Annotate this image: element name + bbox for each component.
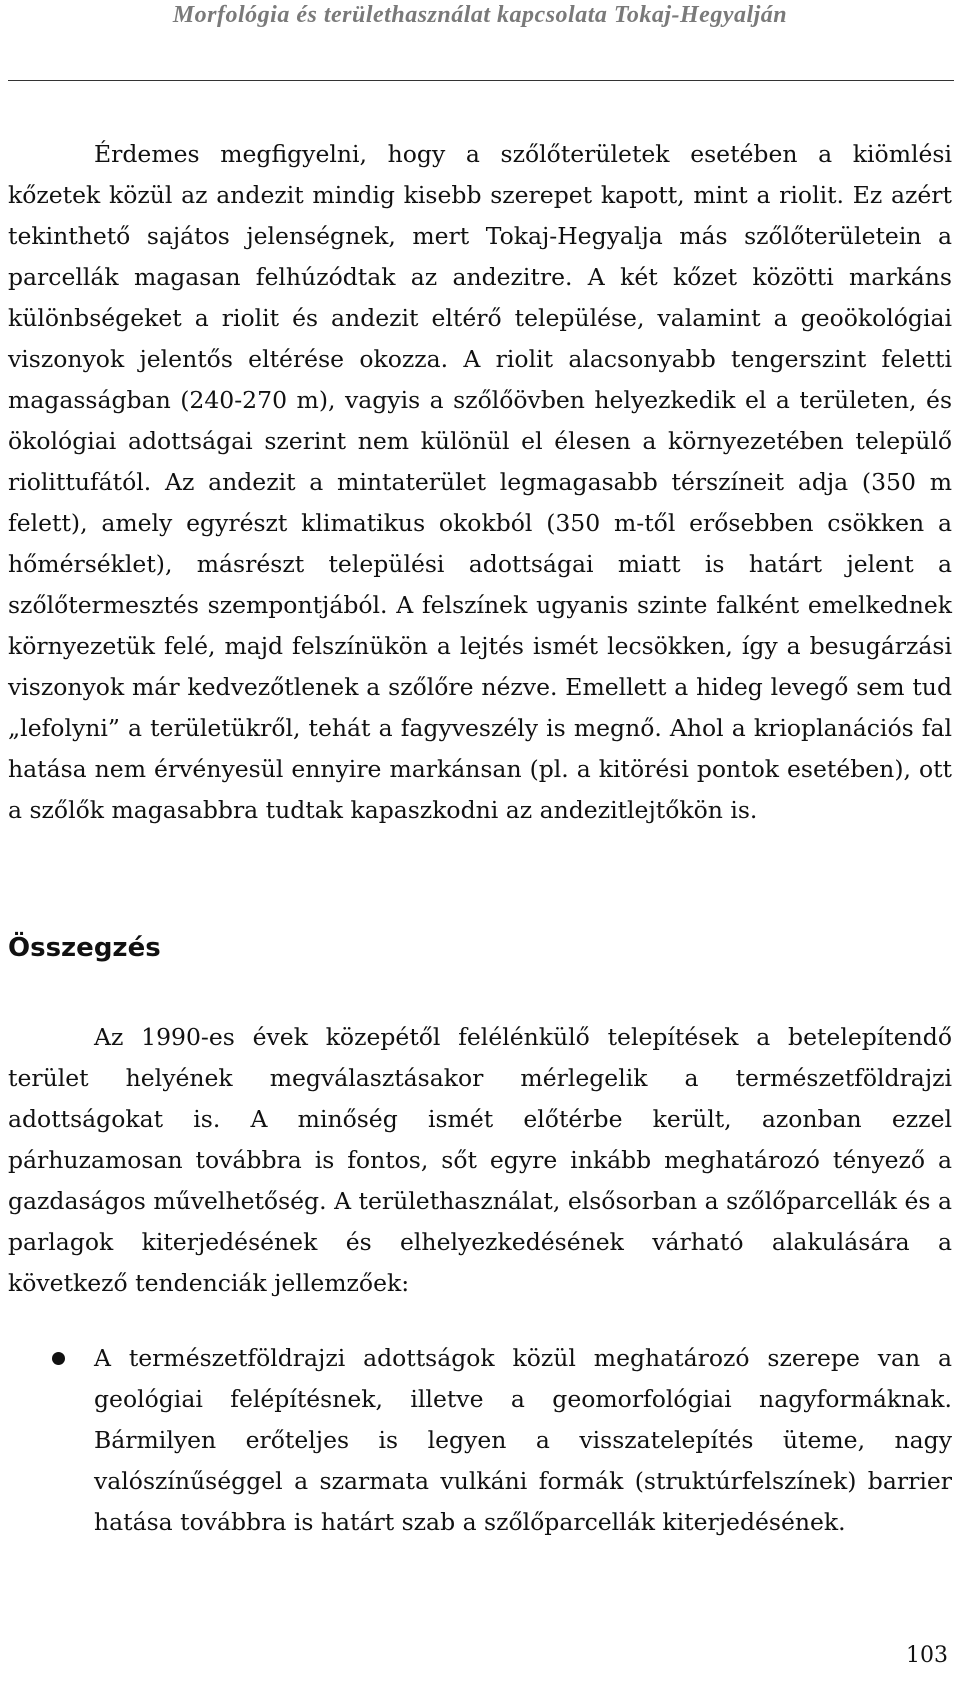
bullet-icon: [52, 1352, 65, 1365]
running-header: Morfológia és területhasználat kapcsolata Tokaj-Hegyalján: [172, 2, 788, 28]
bullet-text: A természetföldrajzi adottságok közül meghatározó szerepe van a geológiai felépítésnek, illetve a geomorfológiai nagyformáknak. Bármilyen erőteljes is legyen a visszatelepítés üteme, nagy valószínűséggel a szarmata vulkáni formák (struktúrfelszínek) barrier hatása továbbra is határt szab a szőlőparcellák kiterjedésének.: [94, 1344, 952, 1536]
section-heading: Összegzés: [8, 933, 161, 963]
bullet-item: [8, 1338, 952, 1543]
summary-paragraph: Az 1990-es évek közepétől felélénkülő telepítések a betelepítendő terület helyének megválasztásakor mérlegelik a természetföldrajzi adottságokat is. A minőség ismét előtérbe került, azonban ezzel párhuzamosan továbbra is fontos, sőt egyre inkább meghatározó tényező a gazdaságos művelhetőség. A területhasználat, elsősorban a szőlőparcellák és a parlagok kiterjedésének és elhelyezkedésének várható alakulására a következő tendenciák jellemzőek:: [8, 1023, 952, 1297]
page-content: [8, 134, 952, 1543]
page-number: 103: [906, 1643, 948, 1668]
header-rule: [8, 80, 954, 81]
body-paragraph: Érdemes megfigyelni, hogy a szőlőterületek esetében a kiömlési kőzetek közül az andezit mindig kisebb szerepet kapott, mint a riolit. Ez azért tekinthető sajátos jelenségnek, mert Tokaj-Hegyalja más szőlőterületein a parcellák magasan felhúzódtak az andezitre. A két kőzet közötti markáns különbségeket a riolit és andezit eltérő települése, valamint a geoökológiai viszonyok jelentős eltérése okozza. A riolit alacsonyabb tengerszint feletti magasságban (240-270 m), vagyis a szőlőövben helyezkedik el a területen, és ökológiai adottságai szerint nem különül el élesen a környezetében települő riolittufától. Az andezit a mintaterület legmagasabb térszíneit adja (350 m felett), amely egyrészt klimatikus okokból (350 m-től erősebben csökken a hőmérséklet), másrészt települési adottságai miatt is határt jelent a szőlőtermesztés szempontjából. A felszínek ugyanis szinte falként emelkednek környezetük felé, majd felszínükön a lejtés ismét lecsökken, így a besugárzási viszonyok már kedvezőtlenek a szőlőre nézve. Emellett a hideg levegő sem tud „lefolyni” a területükről, tehát a fagyveszély is megnő. Ahol a krioplanációs fal hatása nem érvényesül ennyire markánsan (pl. a kitörési pontok esetében), ott a szőlők magasabbra tudtak kapaszkodni az andezitlejtőkön is.: [8, 140, 952, 824]
bullet-list: [8, 1338, 952, 1543]
